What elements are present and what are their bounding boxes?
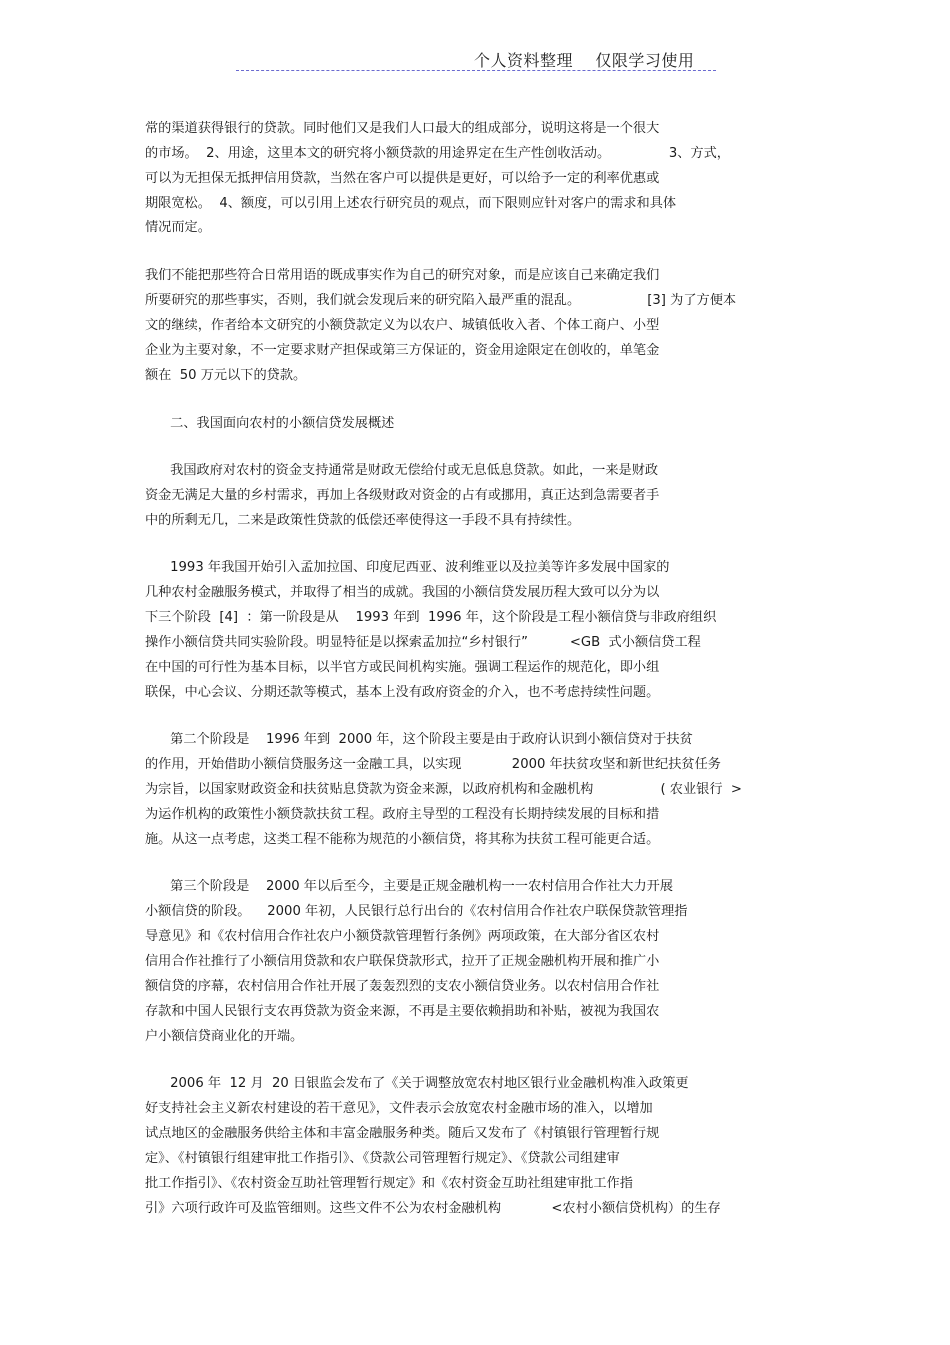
body-line: 我国政府对农村的资金支持通常是财政无偿给付或无息低息贷款。如此，一来是财政 (145, 463, 659, 478)
body-line: 定》、《村镇银行组建审批工作指引》、《贷款公司管理暂行规定》、《贷款公司组建审 (145, 1151, 620, 1166)
body-line: 户小额信贷商业化的开端。 (145, 1029, 304, 1044)
header-text: 个人资料整理 仅限学习使用 (474, 51, 695, 70)
body-line: 额信贷的序幕，农村信用合作社开展了轰轰烈烈的支农小额信贷业务。以农村信用合作社 (145, 979, 660, 994)
body-line: 试点地区的金融服务供给主体和丰富金融服务种类。随后又发布了《村镇银行管理暂行规 (145, 1126, 660, 1141)
body-line: 第三个阶段是 2000 年以后至今，主要是正规金融机构一一农村信用合作社大力开展 (145, 879, 674, 894)
body-line: 期限宽松。 4、额度，可以引用上述农行研究员的观点，而下限则应针对客户的需求和具体 (145, 196, 677, 211)
body-line: 1993 年我国开始引入孟加拉国、印度尼西亚、波利维亚以及拉美等许多发展中国家的 (145, 560, 670, 575)
body-line: 中的所剩无几，二来是政策性贷款的低偿还率使得这一手段不具有持续性。 (145, 513, 581, 528)
body-line: 小额信贷的阶段。 2000 年初，人民银行总行出台的《农村信用合作社农户联保贷款管理指 (145, 904, 688, 919)
body-line: 常的渠道获得银行的贷款。同时他们又是我们人口最大的组成部分，说明这将是一个很大 (145, 121, 660, 136)
body-line: 文的继续，作者给本文研究的小额贷款定义为以农户、城镇低收入者、个体工商户、小型 (145, 318, 660, 333)
page-header (0, 48, 950, 74)
body-line: 可以为无担保无抵押信用贷款，当然在客户可以提供是更好，可以给予一定的利率优惠或 (145, 171, 660, 186)
body-line: 为宗旨，以国家财政资金和扶贫贴息贷款为资金来源，以政府机构和金融机构 ( 农业银行 > (145, 782, 742, 797)
body-line: 2006 年 12 月 20 日银监会发布了《关于调整放宽农村地区银行业金融机构准入政策更 (145, 1076, 689, 1091)
body-line: 批工作指引》、《农村资金互助社管理暂行规定》和《农村资金互助社组建审批工作指 (145, 1176, 633, 1191)
body-line: 情况而定。 (145, 220, 211, 235)
body-line: 的作用，开始借助小额信贷服务这一金融工具，以实现 2000 年扶贫攻坚和新世纪扶贫任务 (145, 757, 721, 772)
body-line: 企业为主要对象，不一定要求财产担保或第三方保证的，资金用途限定在创收的，单笔金 (145, 343, 660, 358)
body-line: 联保，中心会议、分期还款等模式，基本上没有政府资金的介入，也不考虑持续性问题。 (145, 685, 660, 700)
body-line: 所要研究的那些事实，否则，我们就会发现后来的研究陷入最严重的混乱。 [3] 为了方便本 (145, 293, 737, 308)
body-line: 为运作机构的政策性小额贷款扶贫工程。政府主导型的工程没有长期持续发展的目标和措 (145, 807, 660, 822)
header-dashed-rule (236, 70, 716, 71)
body-line: 存款和中国人民银行支农再贷款为资金来源，不再是主要依赖捐助和补贴，被视为我国农 (145, 1004, 660, 1019)
body-line: 在中国的可行性为基本目标，以半官方或民间机构实施。强调工程运作的规范化，即小组 (145, 660, 660, 675)
body-line: 下三个阶段 [4] ：第一阶段是从 1993 年到 1996 年，这个阶段是工程小额信贷与非政府组织 (145, 610, 717, 625)
body-line: 几种农村金融服务模式，并取得了相当的成就。我国的小额信贷发展历程大致可以分为以 (145, 585, 660, 600)
body-line: 信用合作社推行了小额信用贷款和农户联保贷款形式，拉开了正规金融机构开展和推广小 (145, 954, 660, 969)
body-line: 导意见》和《农村信用合作社农户小额贷款管理暂行条例》两项政策，在大部分省区农村 (145, 929, 660, 944)
body-line: 操作小额信贷共同实验阶段。明显特征是以探索孟加拉“乡村银行” <GB 式小额信贷工程 (145, 635, 701, 650)
body-line: 第二个阶段是 1996 年到 2000 年，这个阶段主要是由于政府认识到小额信贷对于扶贫 (145, 732, 693, 747)
body-line: 好支持社会主义新农村建设的若干意见》，文件表示会放宽农村金融市场的准入，以增加 (145, 1101, 653, 1116)
body-line: 我们不能把那些符合日常用语的既成事实作为自己的研究对象，而是应该自己来确定我们 (145, 268, 660, 283)
body-line: 资金无满足大量的乡村需求，再加上各级财政对资金的占有或挪用，真正达到急需要者手 (145, 488, 660, 503)
body-line: 施。从这一点考虑，这类工程不能称为规范的小额信贷，将其称为扶贫工程可能更合适。 (145, 832, 660, 847)
body-line: 的市场。 2、用途，这里本文的研究将小额贷款的用途界定在生产性创收活动。 3、方式， (145, 146, 730, 161)
section-heading: 二、我国面向农村的小额信贷发展概述 (145, 416, 395, 431)
body-line: 引》六项行政许可及监管细则。这些文件不公为农村金融机构 <农村小额信贷机构）的生存 (145, 1201, 721, 1216)
body-line: 额在 50 万元以下的贷款。 (145, 368, 307, 383)
